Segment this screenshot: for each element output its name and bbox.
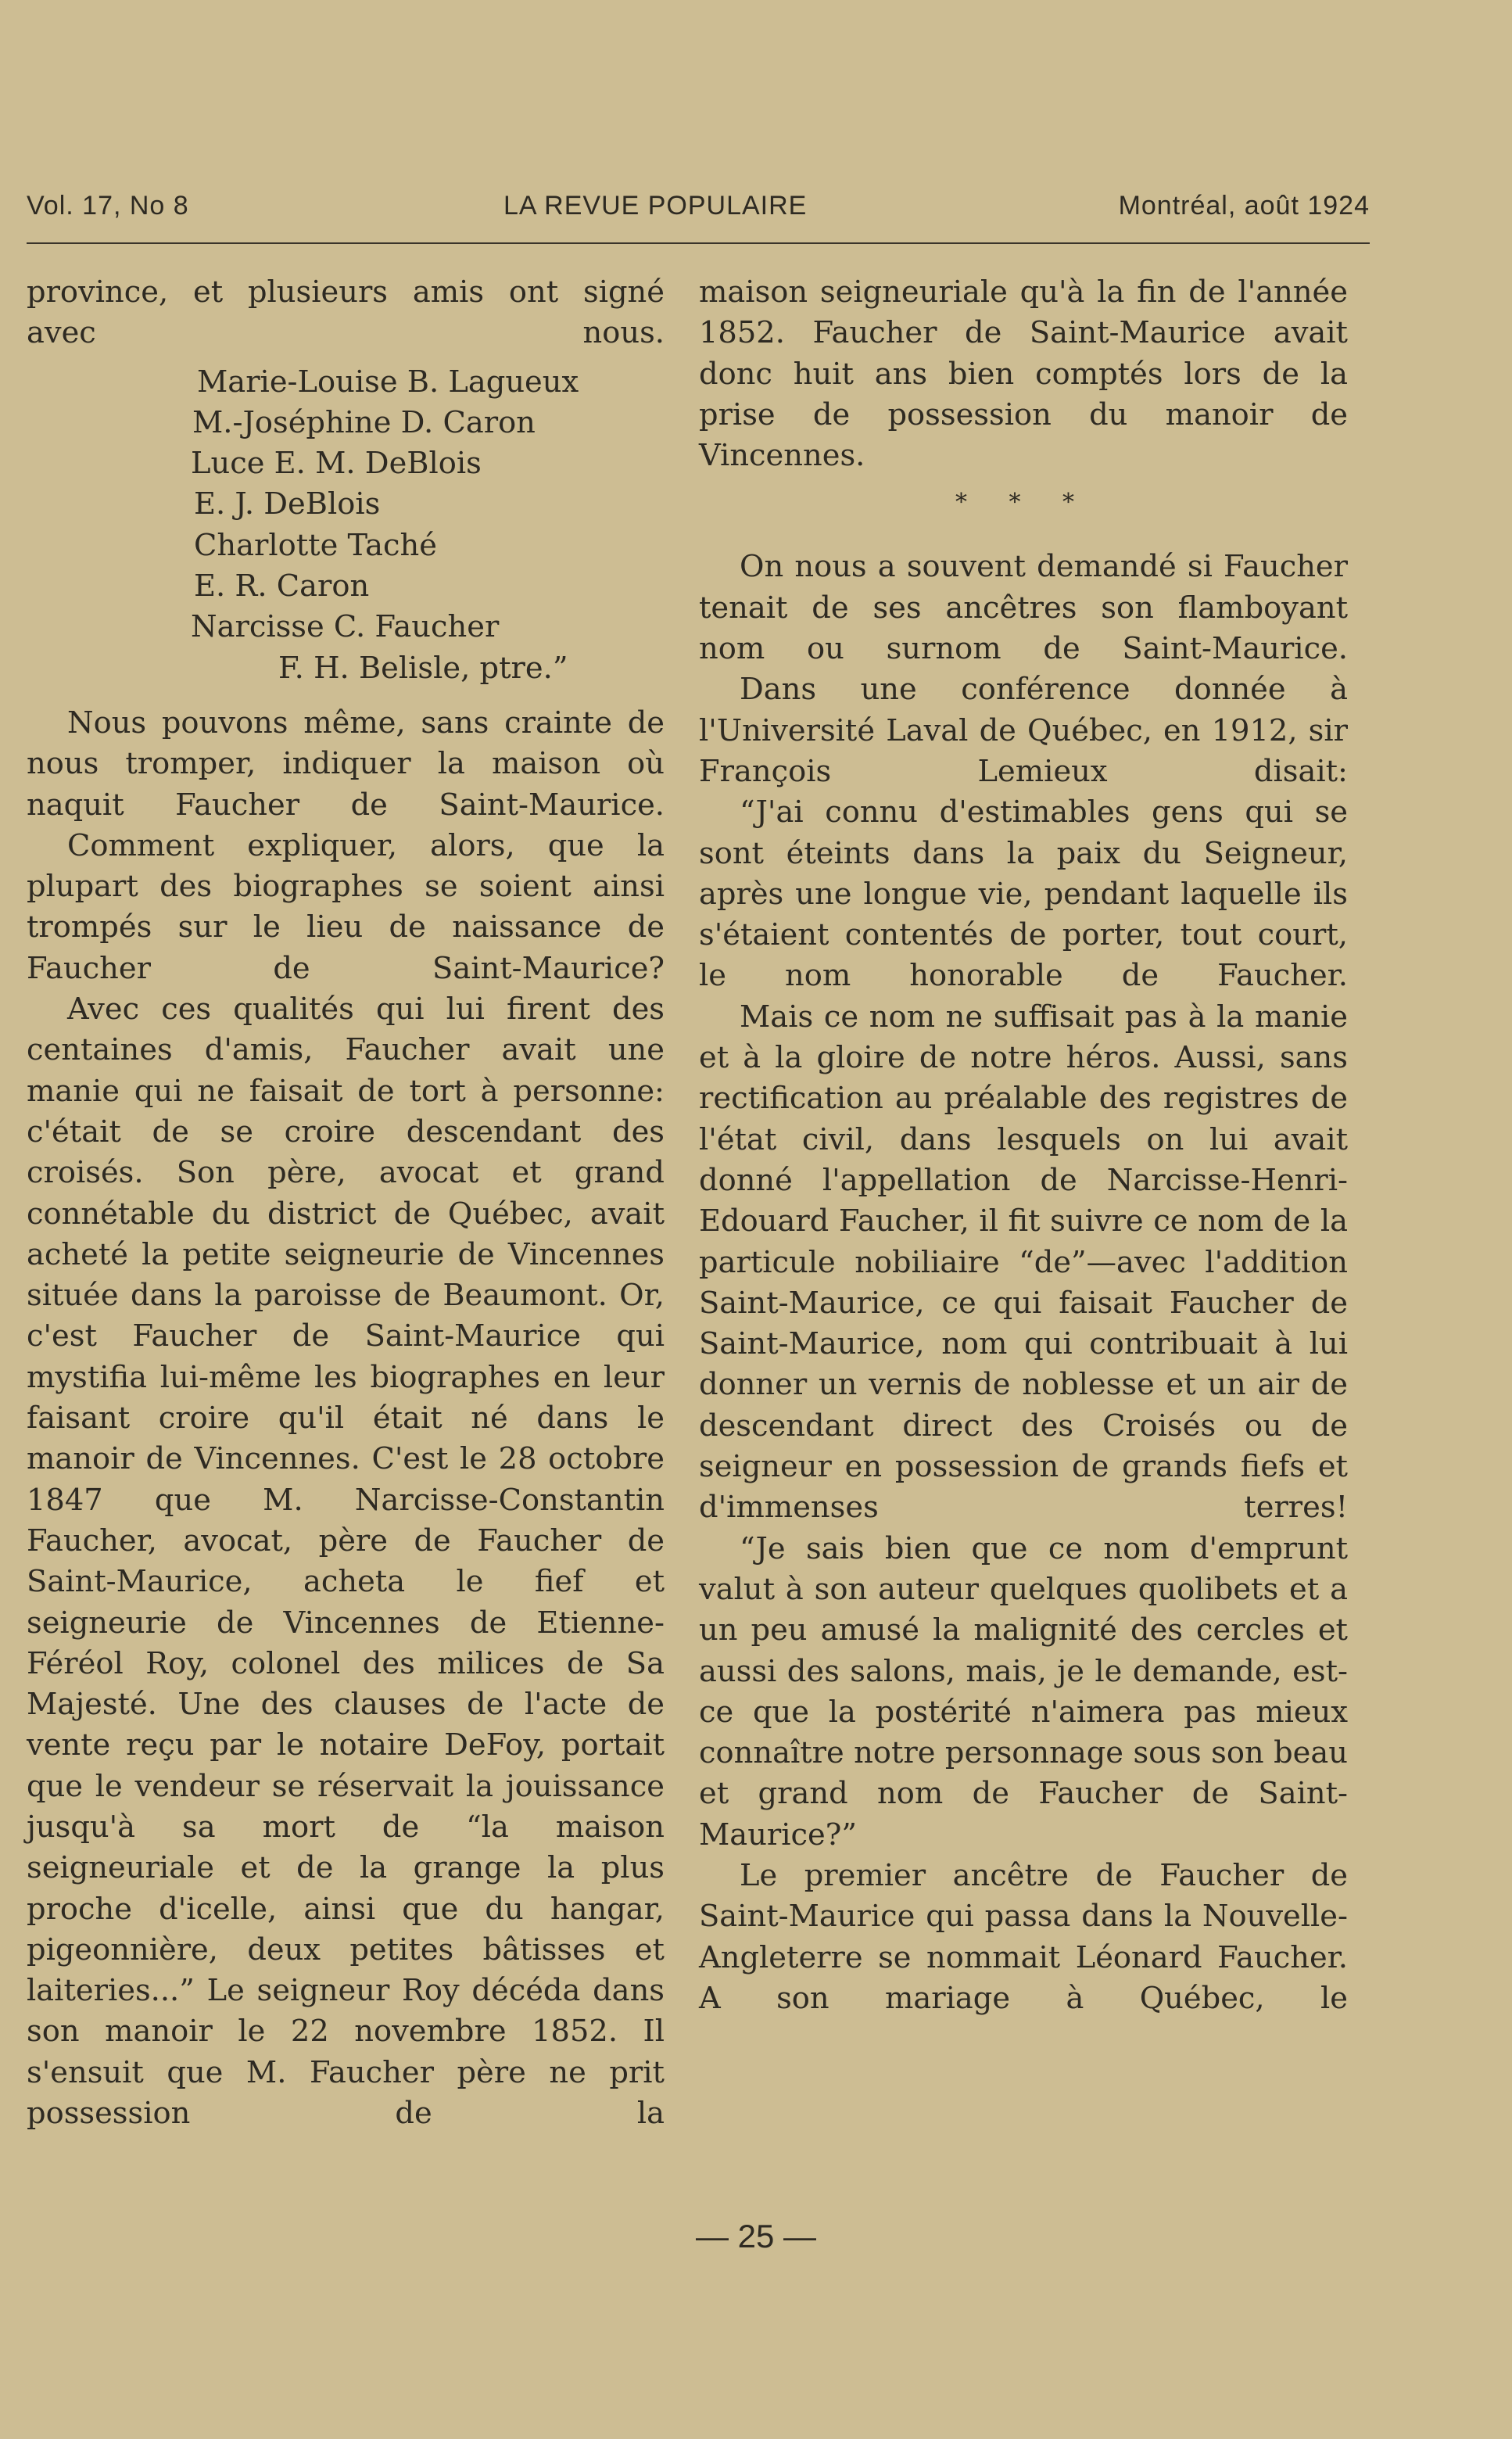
- paragraph: Nous pouvons même, sans crainte de nous tromper, indiquer la maison où naquit Faucher de Saint-Maurice.: [27, 705, 665, 823]
- page-number: — 25 —: [695, 2218, 817, 2254]
- paragraph: On nous a souvent demandé si Faucher tenait de ses ancêtres son flamboyant nom ou surnom de Saint-Maurice.: [699, 549, 1348, 667]
- paragraph: Avec ces qualités qui lui firent des centaines d'amis, Faucher avait une manie qui ne faisait de tort à personne: c'était de se croire descendant des croisés. Son père, avocat et grand connétable du district de Québec, avait acheté la petite seigneurie de Vincennes située dans la paroisse de Beaumont. Or, c'est Faucher de Saint-Maurice qui mystifia lui-même les biographes en leur faisant croire qu'il était né dans le manoir de Vincennes. C'est le 28 octobre 1847 que M. Narcisse-Constantin Faucher, avocat, père de Faucher de Saint-Maurice, acheta le fief et seigneurie de Vincennes de Etienne-Féréol Roy, colonel des milices de Sa Majesté. Une des clauses de l'acte de vente reçu par le notaire DeFoy, portait que le vendeur se réservait la jouissance jusqu'à sa mort de “la maison seigneuriale et de la grange la plus proche d'icelle, ainsi que du hangar, pigeonnière, deux petites bâtisses et laiteries...” Le seigneur Roy décéda dans son manoir le 22 novembre 1852. Il s'ensuit que M. Faucher père ne prit possession de la: [27, 992, 665, 2132]
- section-break: * * *: [955, 489, 1092, 517]
- volume-number: Vol. 17, No 8: [27, 191, 189, 221]
- paragraph: maison seigneuriale qu'à la fin de l'année 1852. Faucher de Saint-Maurice avait donc huit ans bien comptés lors de la prise de possession du manoir de Vincennes.: [699, 274, 1348, 474]
- paragraph: “J'ai connu d'estimables gens qui se sont éteints dans la paix du Seigneur, après une longue vie, pendant laquelle ils s'étaient contentés de porter, tout court, le nom honorable de Faucher.: [699, 794, 1348, 994]
- signature-list: [27, 362, 665, 689]
- magazine-title: LA REVUE POPULAIRE: [503, 191, 808, 221]
- paragraph: Mais ce nom ne suffisait pas à la manie et à la gloire de notre héros. Aussi, sans rectification au préalable des registres de l'état civil, dans lesquels on lui avait donné l'appellation de Narcisse-Henri-Edouard Faucher, il fit suivre ce nom de la particule nobiliaire “de”—avec l'addition Saint-Maurice, ce qui faisait Faucher de Saint-Maurice, nom qui contribuait à lui donner un vernis de noblesse et un air de descendant direct des Croisés ou de seigneur en possession de grands fiefs et d'immenses terres!: [699, 999, 1348, 1526]
- paragraph: “Je sais bien que ce nom d'emprunt valut à son auteur quelques quolibets et a un peu amusé la malignité des cercles et aussi des salons, mais, je le demande, est-ce que la postérité n'aimera pas mieux connaître notre personnage sous son beau et grand nom de Faucher de Saint-Maurice?”: [699, 1530, 1348, 1853]
- paragraph: Le premier ancêtre de Faucher de Saint-Maurice qui passa dans la Nouvelle-Angleterre se nommait Léonard Faucher. A son mariage à Québec, le: [699, 1857, 1348, 2016]
- signature: E. R. Caron: [194, 569, 370, 604]
- signature: Charlotte Taché: [194, 527, 437, 563]
- left-column: [27, 272, 665, 2134]
- signature: Narcisse C. Faucher: [191, 609, 500, 645]
- signature: Marie-Louise B. Lagueux: [197, 364, 579, 400]
- paragraph: province, et plusieurs amis ont signé avec nous.: [27, 274, 665, 351]
- running-head: [27, 191, 1370, 244]
- paragraph: Dans une conférence donnée à l'Université Laval de Québec, en 1912, sir François Lemieux disait:: [699, 672, 1348, 789]
- signature: E. J. DeBlois: [194, 486, 381, 522]
- place-date: Montréal, août 1924: [1118, 191, 1370, 221]
- signature: F. H. Belisle, ptre.”: [278, 650, 568, 686]
- right-column: [699, 272, 1348, 2019]
- signature: Luce E. M. DeBlois: [191, 446, 482, 482]
- paragraph: Comment expliquer, alors, que la plupart des biographes se soient ainsi trompés sur le lieu de naissance de Faucher de Saint-Maurice?: [27, 827, 665, 986]
- signature: M.-Joséphine D. Caron: [192, 404, 536, 440]
